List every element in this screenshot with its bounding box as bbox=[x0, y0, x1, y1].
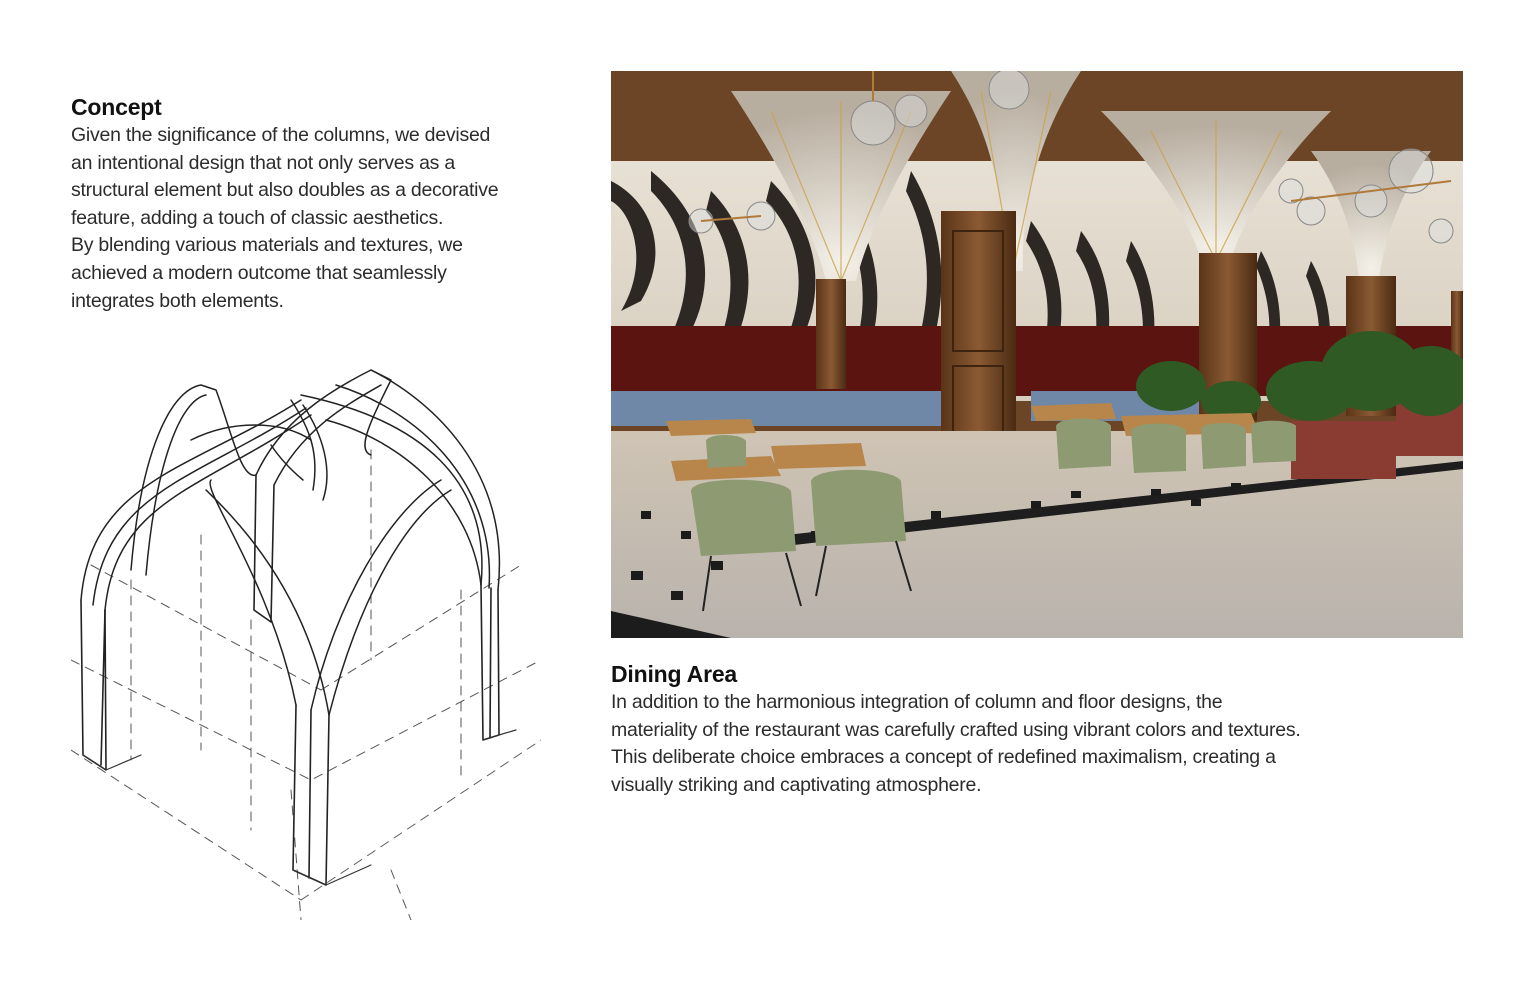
concept-section bbox=[71, 94, 541, 315]
dining-area-paragraph bbox=[611, 689, 1411, 799]
dining-area-heading: Dining Area bbox=[611, 661, 738, 687]
column-vault-sketch bbox=[71, 360, 541, 920]
dining-area-section bbox=[611, 661, 1411, 799]
concept-line: feature, adding a touch of classic aesthetics. bbox=[71, 206, 444, 229]
concept-heading: Concept bbox=[71, 94, 162, 120]
concept-paragraph bbox=[71, 122, 541, 315]
concept-line: Given the significance of the columns, we devised bbox=[71, 124, 491, 146]
concept-line: an intentional design that not only serves as a bbox=[71, 151, 455, 174]
dining-line: materiality of the restaurant was carefully crafted using vibrant colors and textures. bbox=[611, 718, 1301, 741]
dining-area-render bbox=[611, 71, 1463, 638]
dining-line: This deliberate choice embraces a concept of redefined maximalism, creating a bbox=[611, 746, 1276, 769]
concept-line: achieved a modern outcome that seamlessly bbox=[71, 261, 447, 284]
dining-line: visually striking and captivating atmosphere. bbox=[611, 773, 982, 796]
concept-line: By blending various materials and textures, we bbox=[71, 234, 463, 257]
dining-line: In addition to the harmonious integration of column and floor designs, the bbox=[611, 691, 1223, 713]
concept-line: structural element but also doubles as a decorative bbox=[71, 179, 499, 202]
concept-line: integrates both elements. bbox=[71, 289, 284, 312]
